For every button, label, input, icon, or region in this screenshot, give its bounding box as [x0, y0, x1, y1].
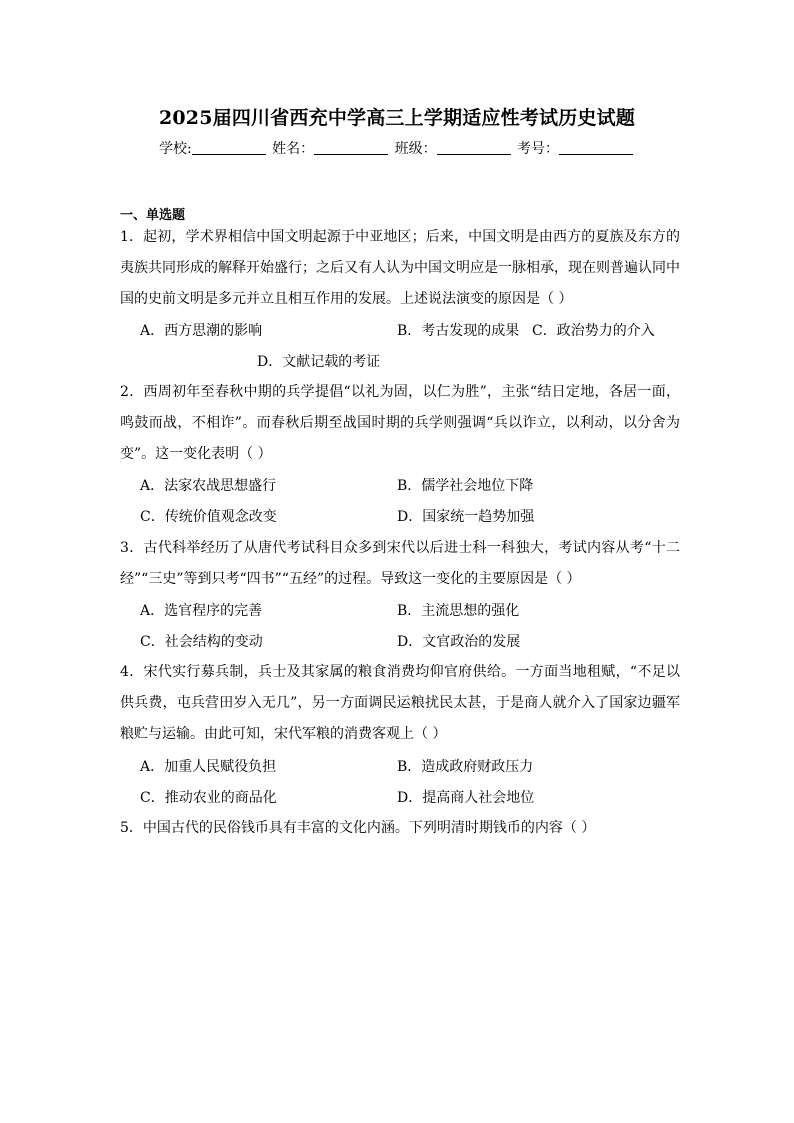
option-4c[interactable]: C．推动农业的商品化 — [140, 790, 277, 806]
option-3a[interactable]: A．选官程序的完善 — [140, 603, 263, 619]
question-1: 1．起初，学术界相信中国文明起源于中亚地区；后来，中国文明是由西方的夏族及东方的夷族共同形成的解释开始盛行；之后又有人认为中国文明应是一脉相承，现在则普遍认同中国的史前文明是多元并立且相互作用的发展。上述说法演变的原因是（ ） — [120, 229, 680, 307]
option-3d[interactable]: D．文官政治的发展 — [397, 634, 521, 650]
name-label: 姓名： — [272, 141, 315, 157]
option-1c[interactable]: C．政治势力的介入 — [532, 323, 655, 339]
class-label: 班级： — [394, 141, 437, 157]
option-1b[interactable]: B．考古发现的成果 — [397, 323, 520, 339]
number-label: 考号： — [517, 141, 560, 157]
option-2a[interactable]: A．法家农战思想盛行 — [140, 478, 277, 494]
option-2b[interactable]: B．儒学社会地位下降 — [397, 478, 534, 494]
option-4b[interactable]: B．造成政府财政压力 — [397, 759, 534, 775]
option-3b[interactable]: B．主流思想的强化 — [397, 603, 520, 619]
school-blank[interactable] — [192, 140, 266, 155]
option-4a[interactable]: A．加重人民赋役负担 — [140, 759, 277, 775]
number-blank[interactable] — [559, 140, 633, 155]
section-title: 一、单选题 — [120, 208, 186, 223]
name-blank[interactable] — [314, 140, 388, 155]
option-4d[interactable]: D．提高商人社会地位 — [397, 790, 535, 806]
option-1a[interactable]: A．西方思潮的影响 — [140, 323, 263, 339]
question-5: 5．中国古代的民俗钱币具有丰富的文化内涵。下列明清时期钱币的内容（ ） — [120, 820, 596, 836]
option-2d[interactable]: D．国家统一趋势加强 — [397, 509, 535, 525]
option-3c[interactable]: C．社会结构的变动 — [140, 634, 263, 650]
question-2: 2．西周初年至春秋中期的兵学提倡“以礼为固，以仁为胜”，主张“结日定地，各居一面，鸣鼓而战，不相诈”。而春秋后期至战国时期的兵学则强调“兵以诈立，以利动，以分舍为变”。这一变化表明（ ） — [120, 384, 680, 462]
question-3: 3．古代科举经历了从唐代考试科目众多到宋代以后进士科一科独大，考试内容从考“十二经”“三史”等到只考“四书”“五经”的过程。导致这一变化的主要原因是（ ） — [120, 540, 680, 587]
option-2c[interactable]: C．传统价值观念改变 — [140, 509, 277, 525]
question-4: 4．宋代实行募兵制，兵士及其家属的粮食消费均仰官府供给。一方面当地租赋，“不足以供兵费，屯兵营田岁入无几”，另一方面调民运粮扰民太甚，于是商人就介入了国家边疆军粮贮与运输。由此可知，宋代军粮的消费客观上（ ） — [120, 664, 680, 742]
option-1d[interactable]: D．文献记载的考证 — [257, 354, 381, 370]
student-info-line — [0, 138, 794, 158]
class-blank[interactable] — [437, 140, 511, 155]
exam-title: 2025届四川省西充中学高三上学期适应性考试历史试题 — [158, 107, 636, 129]
school-label: 学校: — [158, 141, 192, 157]
